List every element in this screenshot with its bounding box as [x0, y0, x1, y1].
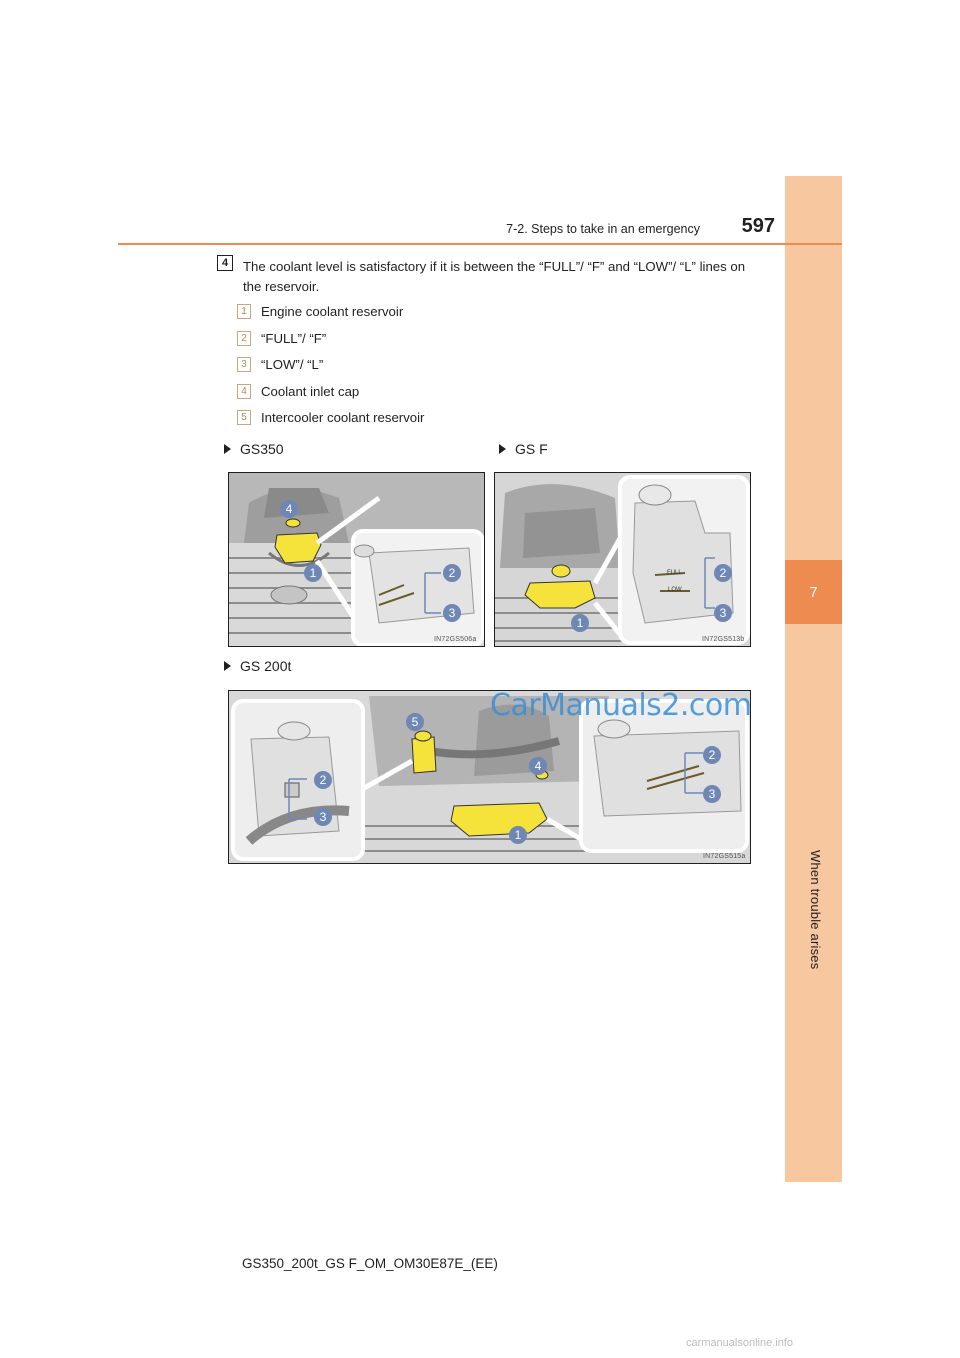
legend-number: 1: [237, 304, 251, 319]
chapter-number-tab[interactable]: 7: [785, 560, 842, 624]
figure-gsf: [494, 472, 751, 647]
callout-3-icon: 3: [443, 604, 461, 622]
legend-label: Engine coolant reservoir: [261, 304, 404, 319]
legend-item: [237, 303, 424, 330]
callout-legend: [237, 303, 424, 436]
engine-bay-illustration: [229, 473, 485, 647]
heading-gs350-label: GS350: [240, 441, 284, 457]
callout-1-icon: 1: [304, 564, 322, 582]
page-number: 597: [741, 215, 775, 237]
callout-2-icon: 2: [443, 564, 461, 582]
callout-4-icon: 4: [529, 757, 547, 775]
legend-item: [237, 356, 424, 383]
heading-gs200t: [224, 658, 291, 674]
legend-label: “LOW”/ “L”: [261, 357, 324, 372]
section-title: 7-2. Steps to take in an emergency: [506, 222, 700, 236]
legend-number: 5: [237, 410, 251, 425]
chapter-title: When trouble arises: [808, 850, 823, 970]
step-text: The coolant level is satisfactory if it is between the “FULL”/ “F” and “LOW”/ “L” lines on the reservoir.: [243, 259, 746, 294]
watermark: CarManuals2.com: [490, 688, 752, 723]
triangle-bullet-icon: [499, 444, 506, 454]
heading-gs350: [224, 441, 284, 457]
figure-code: IN72GS513b: [702, 636, 745, 643]
footer-code: GS350_200t_GS F_OM_OM30E87E_(EE): [242, 1256, 498, 1271]
legend-label: Intercooler coolant reservoir: [261, 410, 425, 425]
figure-code: IN72GS515a: [703, 853, 746, 860]
legend-label: Coolant inlet cap: [261, 383, 360, 399]
header-rule: [118, 243, 842, 245]
callout-3-icon: 3: [714, 604, 732, 622]
legend-number: 4: [237, 384, 251, 399]
chapter-side-tab: [785, 176, 842, 1182]
figure-gs350: [228, 472, 485, 647]
heading-gsf-label: GS F: [515, 441, 548, 457]
callout-2-icon: 2: [703, 746, 721, 764]
site-mark: carmanualsonline.info: [686, 1337, 794, 1349]
legend-label: “FULL”/ “F”: [261, 330, 327, 346]
triangle-bullet-icon: [224, 444, 231, 454]
callout-2-icon: 2: [314, 771, 332, 789]
legend-item: [237, 409, 424, 436]
callout-5-icon: 5: [406, 713, 424, 731]
legend-item: [237, 330, 424, 357]
legend-number: 3: [237, 357, 251, 372]
figure-code: IN72GS506a: [434, 636, 477, 643]
heading-gs200t-label: GS 200t: [240, 658, 292, 674]
callout-2-icon: 2: [714, 564, 732, 582]
legend-number: 2: [237, 331, 251, 346]
triangle-bullet-icon: [224, 661, 231, 671]
callout-1-icon: 1: [571, 614, 589, 632]
callout-3-icon: 3: [703, 785, 721, 803]
full-mark-text: FULL: [667, 570, 682, 576]
legend-item: [237, 383, 424, 410]
step-number-badge: 4: [217, 255, 233, 271]
engine-bay-illustration: [495, 473, 751, 647]
low-mark-text: LOW: [668, 587, 682, 593]
heading-gsf: [499, 441, 548, 457]
callout-4-icon: 4: [280, 500, 298, 518]
callout-3-icon: 3: [314, 808, 332, 826]
callout-1-icon: 1: [509, 826, 527, 844]
